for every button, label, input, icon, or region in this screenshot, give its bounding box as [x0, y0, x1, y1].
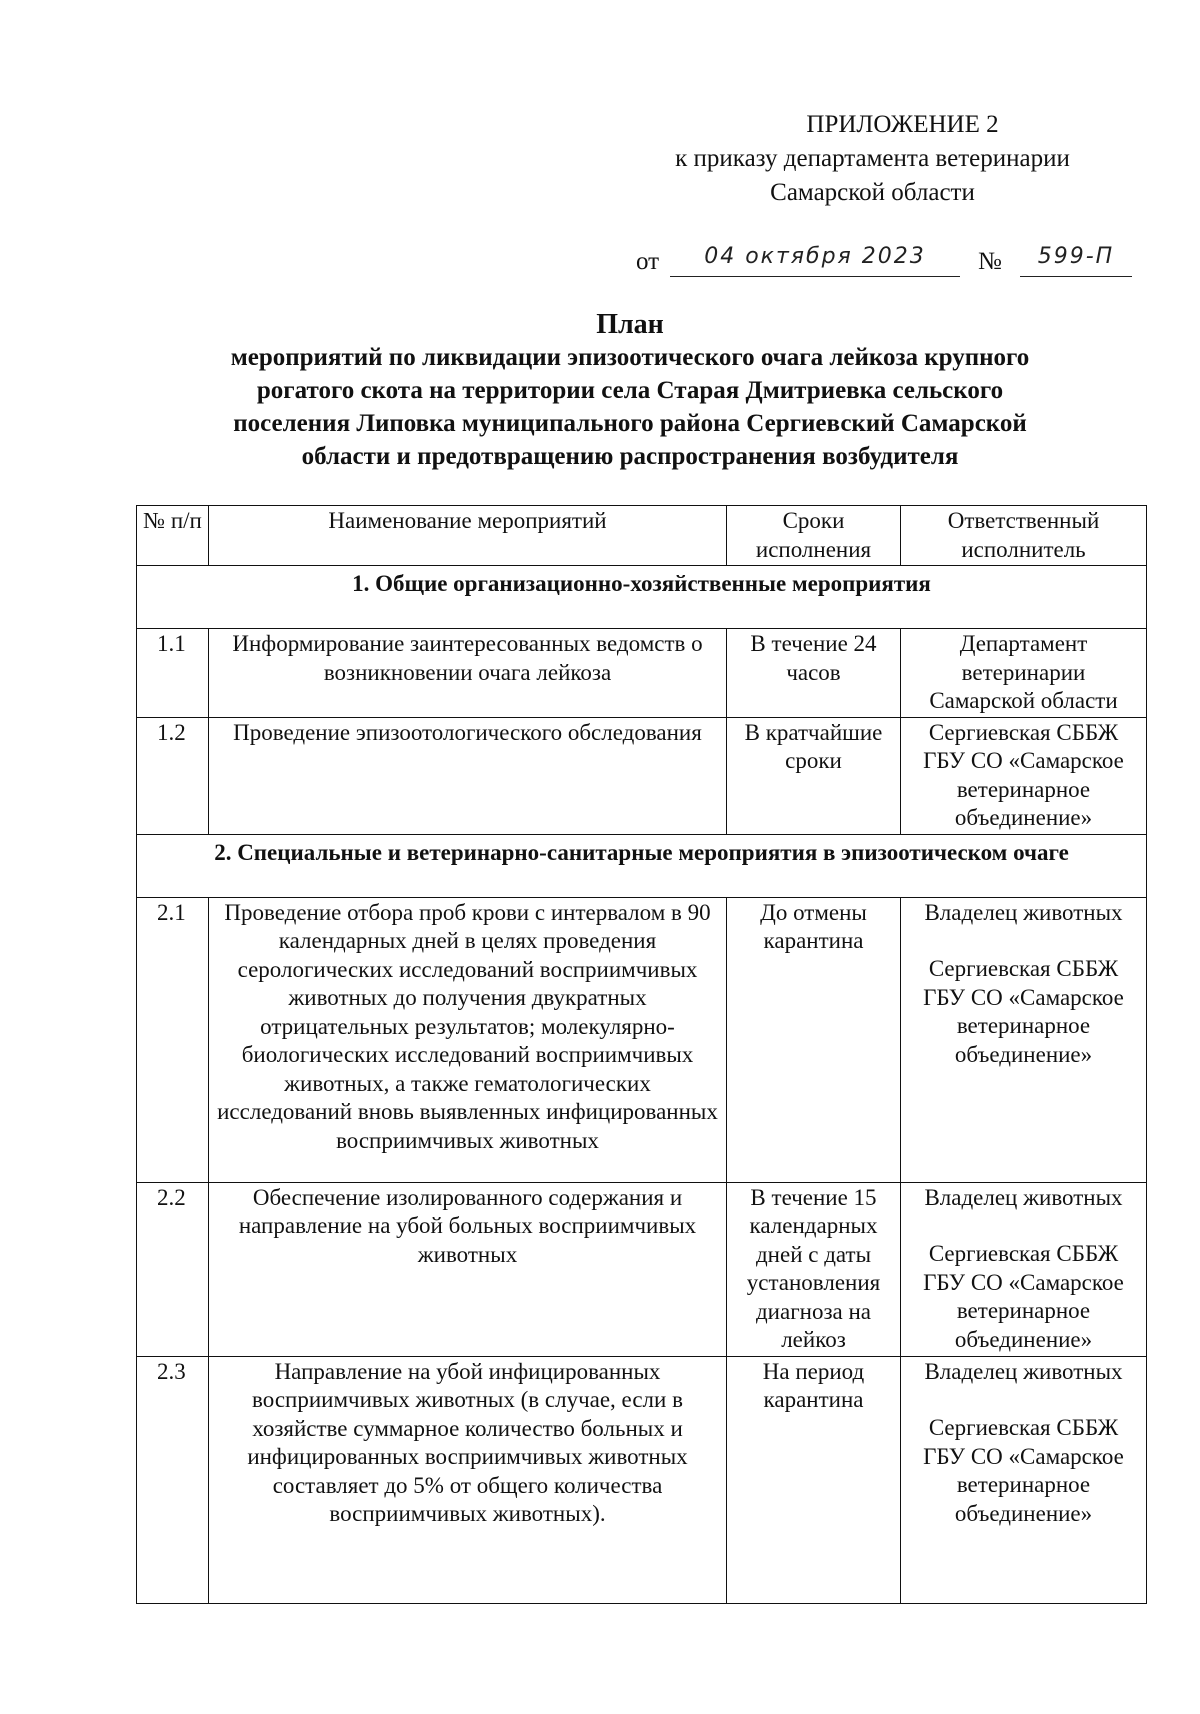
section-title-1: 1. Общие организационно-хозяйственные мероприятия — [137, 566, 1147, 629]
order-date-number — [636, 244, 1136, 284]
measures-table — [136, 505, 1147, 1604]
plan-title-line: области и предотвращению распространения возбудителя — [301, 443, 959, 470]
row-measure: Обеспечение изолированного содержания и направление на убой больных восприимчивых животных — [209, 1182, 727, 1356]
appendix-region: Самарской области — [770, 179, 975, 206]
table-row — [137, 897, 1147, 1182]
appendix-header — [600, 108, 1145, 210]
row-number: 1.2 — [137, 717, 209, 834]
responsible-owner: Владелец животных — [924, 899, 1123, 925]
row-measure: Проведение отбора проб крови с интервалом в 90 календарных дней в целях проведения серологических исследований восприимчивых животных до получения двукратных отрицательных результатов; молекулярно-биологических исследований восприимчивых животных, а также гематологических исследований вновь выявленных инфицированных восприимчивых животных — [209, 897, 727, 1182]
table-row — [137, 717, 1147, 834]
responsible-owner: Владелец животных — [924, 1358, 1123, 1384]
column-header-responsible: Ответственный исполнитель — [901, 506, 1147, 566]
row-responsible: Сергиевская СББЖ ГБУ СО «Самарское ветеринарное объединение» — [901, 717, 1147, 834]
row-responsible — [901, 1356, 1147, 1603]
responsible-owner: Владелец животных — [924, 1184, 1123, 1210]
order-date-handwritten: 04 октября 2023 — [670, 244, 960, 277]
row-number: 1.1 — [137, 629, 209, 718]
row-responsible: Департамент ветеринарии Самарской области — [901, 629, 1147, 718]
row-responsible — [901, 1182, 1147, 1356]
plan-title — [150, 308, 1110, 473]
responsible-vet-station: Сергиевская СББЖ ГБУ СО «Самарское ветеринарное объединение» — [923, 1415, 1124, 1526]
order-from-label: от — [636, 248, 660, 275]
row-measure: Проведение эпизоотологического обследования — [209, 717, 727, 834]
table-row — [137, 1182, 1147, 1356]
row-term: В кратчайшие сроки — [727, 717, 901, 834]
responsible-vet-station: Сергиевская СББЖ ГБУ СО «Самарское ветеринарное объединение» — [923, 956, 1124, 1067]
appendix-number: ПРИЛОЖЕНИЕ 2 — [806, 111, 999, 138]
table-header-row — [137, 506, 1147, 566]
section-row — [137, 566, 1147, 629]
responsible-vet-station: Сергиевская СББЖ ГБУ СО «Самарское ветеринарное объединение» — [923, 1241, 1124, 1352]
row-responsible — [901, 897, 1147, 1182]
order-number-label: № — [978, 248, 1002, 275]
row-term: В течение 15 календарных дней с даты установления диагноза на лейкоз — [727, 1182, 901, 1356]
table-row — [137, 629, 1147, 718]
section-row — [137, 834, 1147, 897]
row-measure: Направление на убой инфицированных восприимчивых животных (в случае, если в хозяйстве суммарное количество больных и инфицированных восприимчивых животных составляет до 5% от общего количества восприимчивых животных). — [209, 1356, 727, 1603]
appendix-order-ref: к приказу департамента ветеринарии — [675, 145, 1070, 172]
plan-title-line: мероприятий по ликвидации эпизоотического очага лейкоза крупного — [230, 344, 1030, 371]
column-header-name: Наименование мероприятий — [209, 506, 727, 566]
row-term: На период карантина — [727, 1356, 901, 1603]
row-measure: Информирование заинтересованных ведомств о возникновении очага лейкоза — [209, 629, 727, 718]
plan-title-line: рогатого скота на территории села Старая Дмитриевка сельского — [256, 377, 1004, 404]
row-number: 2.3 — [137, 1356, 209, 1603]
order-number-handwritten: 599-П — [1020, 244, 1132, 277]
row-term: В течение 24 часов — [727, 629, 901, 718]
section-title-2: 2. Специальные и ветеринарно-санитарные мероприятия в эпизоотическом очаге — [137, 834, 1147, 897]
column-header-number: № п/п — [137, 506, 209, 566]
column-header-term: Сроки исполнения — [727, 506, 901, 566]
table-row — [137, 1356, 1147, 1603]
plan-title-line: поселения Липовка муниципального района Сергиевский Самарской — [233, 410, 1027, 437]
row-number: 2.2 — [137, 1182, 209, 1356]
row-number: 2.1 — [137, 897, 209, 1182]
plan-heading: План — [596, 309, 664, 340]
row-term: До отмены карантина — [727, 897, 901, 1182]
